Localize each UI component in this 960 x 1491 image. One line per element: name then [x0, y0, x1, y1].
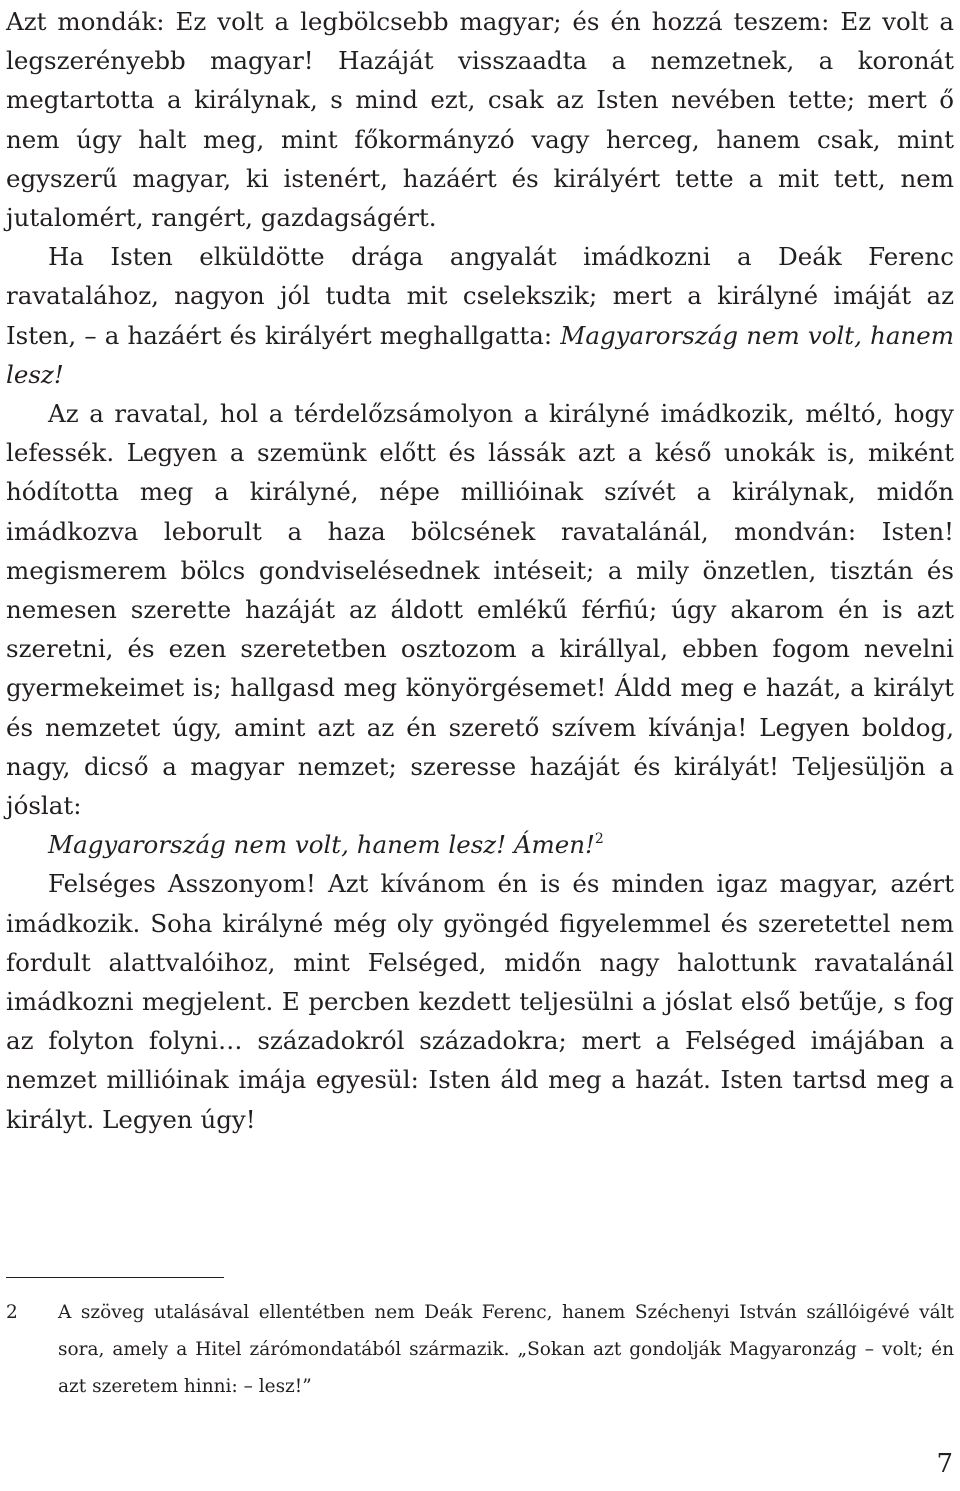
- footnote-reference[interactable]: 2: [594, 831, 604, 848]
- page-body: [6, 0, 954, 1139]
- footnote-divider: [6, 1277, 224, 1278]
- main-text: [6, 0, 954, 1139]
- paragraph-3: Az a ravatal, hol a térdelőzsámolyon a királyné imádkozik, méltó, hogy lefessék. Legyen a szemünk előtt és lássák azt a késő unokák is, miként hódította meg a királyné, népe millióinak szívét a királynak, midőn imádkozva leborult a haza bölcsének ravatalánál, mondván: Isten! megismerem bölcs gondviselésednek intéseit; a mily önzetlen, tisztán és nemesen szerette hazáját az áldott emlékű férfiú; úgy akarom én is azt szeretni, és ezen szeretetben osztozom a királlyal, ebben fogom nevelni gyermekeimet is; hallgasd meg könyörgésemet! Áldd meg e hazát, a királyt és nemzetet úgy, amint azt az én szerető szívem kívánja! Legyen boldog, nagy, dicső a magyar nemzet; szeresse hazáját és királyát! Teljesüljön a jóslat:: [6, 399, 954, 821]
- paragraph-2-italic: Magyarország nem volt, hanem lesz!: [6, 320, 954, 389]
- footnote-text: A szöveg utalásával ellentétben nem Deák Ferenc, hanem Széchenyi István szállóigévé vált sora, amely a Hitel zárómondatából származik. „Sokan azt gondolják Magyaronzág – volt; én azt szeretem hinni: – lesz!”: [58, 1302, 954, 1397]
- footnote: [6, 1294, 954, 1405]
- paragraph-4: Felséges Asszonyom! Azt kívánom én is és minden igaz magyar, azért imádkozik. Soha királyné még oly gyöngéd figyelemmel és szeretettel nem fordult alattvalóihoz, mint Felséged, midőn nagy halottunk ravatalánál imádkozni megjelent. E percben kezdett teljesülni a jóslat első betűje, s fog az folyton folyni… századokról századokra; mert a Felséged imájában a nemzet millióinak imája egyesül: Isten áld meg a hazát. Isten tartsd meg a királyt. Legyen úgy!: [6, 869, 954, 1134]
- quote-line: [6, 825, 954, 864]
- quote-text: Magyarország nem volt, hanem lesz! Ámen!: [48, 830, 595, 860]
- paragraph-2: [6, 237, 954, 394]
- paragraph-2-text: Ha Isten elküldötte drága angyalát imádkozni a Deák Ferenc ravatalához, nagyon jól tudta mit cselekszik; mert a királyné imáját az Isten, – a hazáért és királyért meghallgatta:: [6, 242, 954, 350]
- page-number: 7: [936, 1449, 953, 1479]
- footnote-number: 2: [6, 1302, 18, 1323]
- paragraph-1: Azt mondák: Ez volt a legbölcsebb magyar; és én hozzá teszem: Ez volt a legszerényebb magyar! Hazáját visszaadta a nemzetnek, a koronát megtartotta a királynak, s mind ezt, csak az Isten nevében tette; mert ő nem úgy halt meg, mint főkormányzó vagy herceg, hanem csak, mint egyszerű magyar, ki istenért, hazáért és királyért tette a mit tett, nem jutalomért, rangért, gazdagságért.: [6, 7, 954, 233]
